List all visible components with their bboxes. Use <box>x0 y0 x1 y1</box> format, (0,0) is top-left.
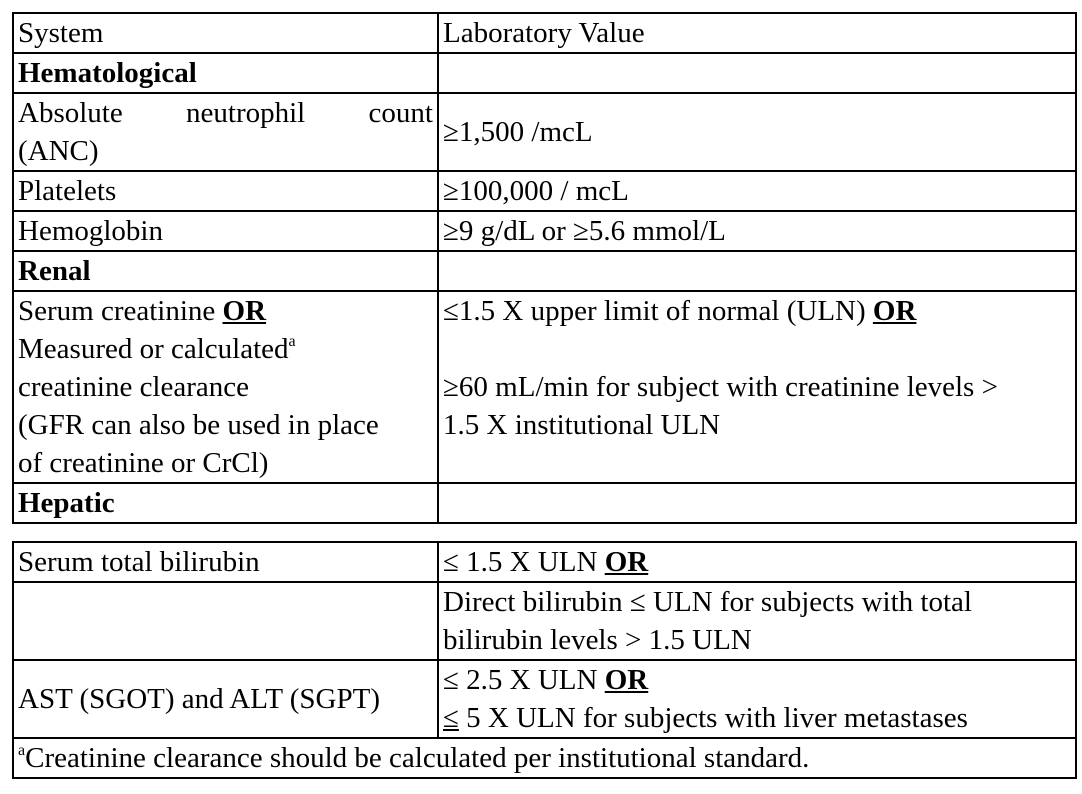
footnote-row <box>13 738 1076 778</box>
header-lab-value: Laboratory Value <box>438 13 1076 53</box>
header-row <box>13 13 1076 53</box>
table-row <box>13 171 1076 211</box>
section-renal: Renal <box>13 251 438 291</box>
table-row <box>13 291 1076 483</box>
hemoglobin-label: Hemoglobin <box>13 211 438 251</box>
ast-alt-label: AST (SGOT) and ALT (SGPT) <box>13 660 438 738</box>
direct-bilirubin-value: Direct bilirubin ≤ ULN for subjects with total bilirubin levels > 1.5 ULN <box>438 582 1076 660</box>
section-row <box>13 53 1076 93</box>
empty-cell <box>438 251 1076 291</box>
lab-criteria-table <box>12 12 1077 524</box>
section-row <box>13 483 1076 523</box>
table-row <box>13 211 1076 251</box>
hemoglobin-value: ≥9 g/dL or ≥5.6 mmol/L <box>438 211 1076 251</box>
empty-cell <box>438 483 1076 523</box>
ast-alt-value: ≤ 2.5 X ULN OR ≤ 5 X ULN for subjects with liver metastases <box>438 660 1076 738</box>
header-system: System <box>13 13 438 53</box>
anc-value: ≥1,500 /mcL <box>438 93 1076 171</box>
renal-value: ≤1.5 X upper limit of normal (ULN) OR ≥60 mL/min for subject with creatinine levels > 1.5 X institutional ULN <box>438 291 1076 483</box>
section-row <box>13 251 1076 291</box>
platelets-value: ≥100,000 / mcL <box>438 171 1076 211</box>
bilirubin-label: Serum total bilirubin <box>13 542 438 582</box>
table-row <box>13 660 1076 738</box>
empty-cell <box>13 582 438 660</box>
section-hematological: Hematological <box>13 53 438 93</box>
bilirubin-value: ≤ 1.5 X ULN OR <box>438 542 1076 582</box>
table-row <box>13 542 1076 582</box>
table-row <box>13 93 1076 171</box>
renal-label: Serum creatinine OR Measured or calculated$^a$ creatinine clearance (GFR can also be used in place of creatinine or CrCl) <box>13 291 438 483</box>
platelets-label: Platelets <box>13 171 438 211</box>
section-hepatic: Hepatic <box>13 483 438 523</box>
footnote: $^a$Creatinine clearance should be calculated per institutional standard. <box>13 738 1076 778</box>
table-row <box>13 582 1076 660</box>
anc-label: Absolute neutrophil count (ANC) <box>13 93 438 171</box>
empty-cell <box>438 53 1076 93</box>
hepatic-table <box>12 541 1077 779</box>
